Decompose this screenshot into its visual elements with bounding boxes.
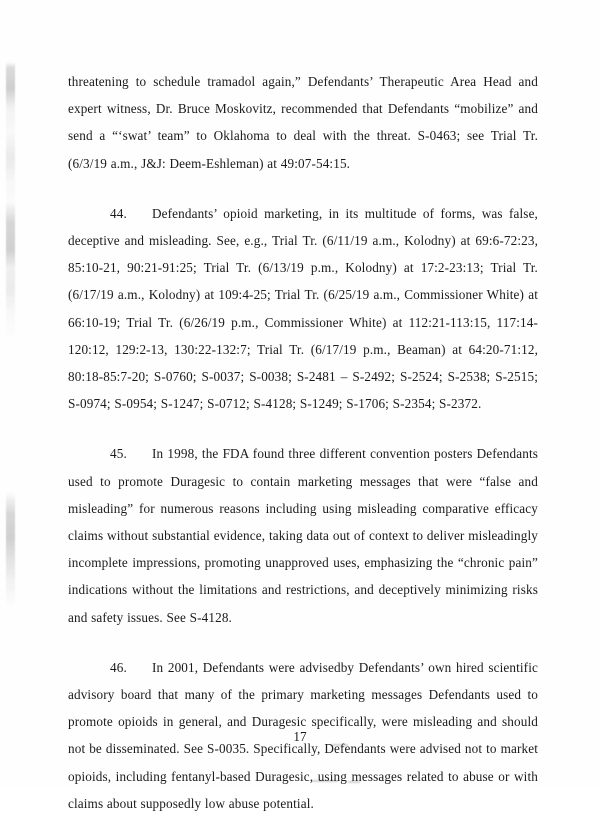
paragraph-44 [68,200,538,418]
paragraph-text: threatening to schedule tramadol again,” Defendants’ Therapeutic Area Head and expert witness, Dr. Bruce Moskovitz, recommended that Defendants “mobilize” and send a “‘swat’ team” to Oklahoma to deal with the threat. S-0463; see Trial Tr. (6/3/19 a.m., J&J: Deem-Eshleman) at 49:07-54:15. [68,74,538,171]
paragraph-45 [68,440,538,630]
paragraph-text: In 2001, Defendants were advisedby Defendants’ own hired scientific advisory board that many of the primary marketing messages Defendants used to promote opioids in general, and Duragesic specifically, were misleading and should not be disseminated. See S-0035. Specifically, Defendants were advised not to market opioids, including fentanyl-based Duragesic, using messages related to abuse or with claims about supposedly low abuse potential. [68,659,538,811]
document-body [68,68,538,817]
paragraph-text: In 1998, the FDA found three different convention posters Defendants used to promote Duragesic to contain marketing messages that were “false and misleading” for numerous reasons including using misleading comparative efficacy claims without substantial evidence, taking data out of context to deliver misleadingly incomplete impressions, promoting unapproved uses, emphasizing the “chronic pain” indications without the limitations and restrictions, and deceptively minimizing risks and safety issues. See S-4128. [68,446,538,625]
paragraph-number: 46. [110,659,127,675]
paragraph-continuation [68,68,538,177]
paragraph-text: Defendants’ opioid marketing, in its multitude of forms, was false, deceptive and misleading. See, e.g., Trial Tr. (6/11/19 a.m., Kolodny) at 69:6-72:23, 85:10-21, 90:21-91:25; Trial Tr. (6/13/19 p.m., Kolodny) at 17:2-23:13; Trial Tr. (6/17/19 a.m., Kolodny) at 109:4-25; Trial Tr. (6/25/19 a.m., Commissioner White) at 66:10-19; Trial Tr. (6/26/19 p.m., Commissioner White) at 112:21-113:15, 117:14-120:12, 129:2-13, 130:22-132:7; Trial Tr. (6/17/19 p.m., Beaman) at 64:20-71:12, 80:18-85:7-20; S-0760; S-0037; S-0038; S-2481 – S-2492; S-2524; S-2538; S-2515; S-0974; S-0954; S-1247; S-0712; S-4128; S-1249; S-1706; S-2354; S-2372. [68,205,538,412]
scan-artifact-left-margin [6,62,15,622]
page-number: 17 [293,729,307,744]
paragraph-number: 44. [110,205,127,221]
paragraph-number: 45. [110,446,127,462]
